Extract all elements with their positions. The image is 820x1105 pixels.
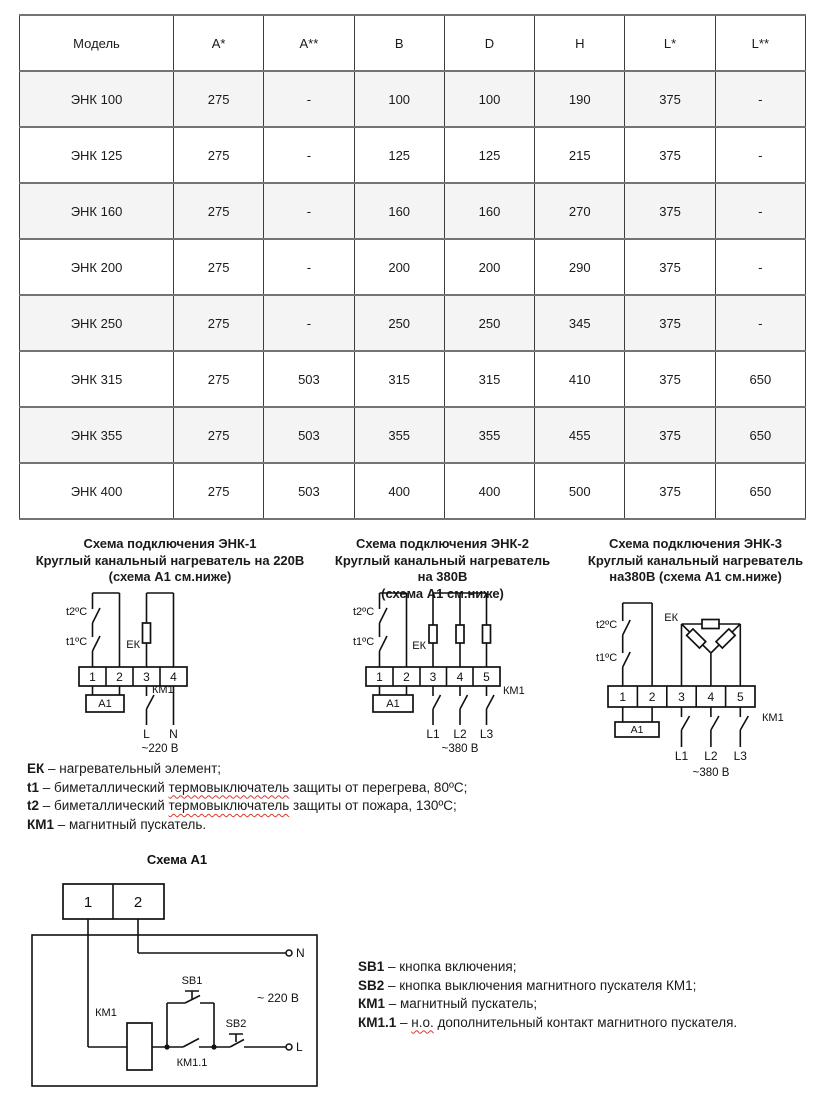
km1-label: КМ1 <box>762 712 784 724</box>
title-line: Схема подключения ЭНК-3 <box>609 536 782 551</box>
sb2-label: SB2 <box>225 1018 247 1030</box>
phase-l-label: L <box>296 1040 303 1054</box>
phase-label: L3 <box>733 749 747 763</box>
legend-term: КМ1 <box>27 816 54 832</box>
dimensions-table <box>19 14 806 520</box>
scheme-a1-enclosure <box>32 935 317 1086</box>
legend-line <box>27 779 467 798</box>
title-line: (схема А1 см.ниже) <box>108 569 232 584</box>
table-cell: 375 <box>625 463 715 519</box>
table-cell: 275 <box>174 127 264 183</box>
terminal-number: 1 <box>83 894 93 911</box>
table-row <box>20 239 806 295</box>
table-header-row <box>20 15 806 71</box>
table-cell: 125 <box>354 127 444 183</box>
legend-text-misspelled: н.о. <box>411 1014 434 1030</box>
a1-legs <box>380 686 407 695</box>
legend-term: КМ1.1 <box>358 1014 397 1030</box>
neutral-label: N <box>296 946 305 960</box>
legend-line <box>358 977 737 996</box>
table-cell: 250 <box>354 295 444 351</box>
heater-resistor <box>143 623 151 643</box>
table-cell: 503 <box>264 351 354 407</box>
table-cell: 100 <box>354 71 444 127</box>
ek-label: ЕК <box>126 639 140 651</box>
table-cell: 375 <box>625 183 715 239</box>
phase-label: L1 <box>674 749 689 763</box>
table-cell: 503 <box>264 463 354 519</box>
title-line: на380В (схема А1 см.ниже) <box>609 569 782 584</box>
heater-resistor <box>483 625 491 643</box>
title-line: (схема А1 см.ниже) <box>381 585 504 601</box>
km1-label: КМ1 <box>152 684 174 696</box>
legend-text: защиты от перегрева, 80ºС; <box>289 779 468 795</box>
a1-legs <box>93 686 120 695</box>
table-cell: 355 <box>354 407 444 463</box>
table-cell: 650 <box>715 407 805 463</box>
heater-resistor <box>687 629 706 648</box>
table-cell: 275 <box>174 295 264 351</box>
table-cell: 375 <box>625 71 715 127</box>
wiring-diagram-enk2 <box>345 585 530 760</box>
table-cell: - <box>264 127 354 183</box>
table-cell: - <box>715 127 805 183</box>
table-cell: 190 <box>535 71 625 127</box>
table-cell: 400 <box>444 463 534 519</box>
table-cell: 200 <box>354 239 444 295</box>
title-line: Круглый канальный нагреватель на 220В <box>35 552 305 568</box>
table-row <box>20 407 806 463</box>
table-cell: ЭНК 125 <box>20 127 174 183</box>
scheme-a1-title: Схема А1 <box>146 852 208 867</box>
col-header: L** <box>715 15 805 71</box>
col-header: L* <box>625 15 715 71</box>
title-line: Схема подключения ЭНК-2 <box>356 536 529 551</box>
legend-line <box>27 797 467 816</box>
km1-contacts <box>682 707 749 747</box>
table-cell: 375 <box>625 239 715 295</box>
title-line: Схема подключения ЭНК-1 <box>83 536 257 551</box>
phase-l-label: L <box>143 727 150 741</box>
legend-text: – биметаллический <box>39 798 169 813</box>
heater-resistor <box>716 629 735 648</box>
col-header: A** <box>264 15 354 71</box>
thermal-loop <box>623 603 652 686</box>
table-cell: 275 <box>174 239 264 295</box>
table-cell: ЭНК 250 <box>20 295 174 351</box>
terminal-number: 1 <box>376 670 383 684</box>
legend-line <box>358 1014 737 1033</box>
a1-label: А1 <box>98 698 112 710</box>
table-cell: 345 <box>535 295 625 351</box>
title-line: Круглый канальный нагреватель <box>587 552 804 568</box>
ek-label: ЕК <box>412 640 426 652</box>
km11-contact <box>183 1039 199 1048</box>
legend-text: – кнопка выключения магнитного пускателя КМ1; <box>384 977 697 993</box>
legend-text: дополнительный контакт магнитного пускателя. <box>433 1014 738 1030</box>
terminal-number: 2 <box>116 670 123 684</box>
junction-dot <box>211 1044 216 1049</box>
table-cell: 160 <box>444 183 534 239</box>
legend-text: – магнитный пускатель; <box>385 996 538 1011</box>
terminal-number: 3 <box>429 670 437 684</box>
legend-text: – кнопка включения; <box>384 959 517 974</box>
legend-line <box>358 958 737 977</box>
terminal-number: 2 <box>648 690 656 704</box>
sb1-bypass <box>167 991 214 1047</box>
phase-label: L2 <box>453 727 467 741</box>
legend-term: t1 <box>27 779 40 795</box>
table-cell: 275 <box>174 71 264 127</box>
voltage-label: ~380 В <box>692 767 730 779</box>
ek-label: ЕК <box>664 612 678 624</box>
terminal-number: 3 <box>143 670 150 684</box>
scheme-a1-legend <box>358 958 737 1032</box>
t1-label: t1ºC <box>353 636 375 648</box>
voltage-label: ~220 В <box>141 743 179 755</box>
legend-term: SB1 <box>358 959 385 974</box>
km11-label: КМ1.1 <box>176 1057 208 1069</box>
terminal-number: 2 <box>133 894 143 911</box>
terminal-number: 2 <box>403 670 410 684</box>
sb2-contact <box>229 1034 244 1047</box>
heater-resistor <box>702 620 719 629</box>
a1-label: А1 <box>386 698 400 710</box>
legend-line <box>358 995 737 1014</box>
table-cell: 275 <box>174 463 264 519</box>
a1-label: А1 <box>630 724 644 736</box>
legend-text-misspelled: термовыключатель <box>168 798 290 813</box>
table-cell: 125 <box>444 127 534 183</box>
table-cell: ЭНК 100 <box>20 71 174 127</box>
table-cell: 275 <box>174 183 264 239</box>
terminal-number: 4 <box>456 670 464 684</box>
legend-text: – <box>396 1014 412 1030</box>
legend-term: ЕК <box>27 761 45 776</box>
table-cell: - <box>264 183 354 239</box>
km1-coil <box>127 1023 152 1070</box>
sb1-label: SB1 <box>181 975 203 987</box>
n-terminal-circle <box>286 950 292 956</box>
terminal-number: 1 <box>89 670 96 684</box>
t1-label: t1ºC <box>66 636 88 648</box>
terminal-number: 4 <box>170 670 177 684</box>
table-cell: 275 <box>174 407 264 463</box>
table-cell: 215 <box>535 127 625 183</box>
thermal-loop <box>380 593 407 667</box>
wiring-diagram-enk1 <box>60 585 260 760</box>
t2-label: t2ºC <box>66 606 88 618</box>
legend-text-misspelled: термовыключатель <box>168 779 290 795</box>
table-cell: 355 <box>444 407 534 463</box>
table-cell: 270 <box>535 183 625 239</box>
a1-legs <box>623 707 652 722</box>
table-cell: - <box>264 295 354 351</box>
legend-text: – нагревательный элемент; <box>44 761 222 776</box>
table-cell: 400 <box>354 463 444 519</box>
table-cell: ЭНК 400 <box>20 463 174 519</box>
col-header: H <box>535 15 625 71</box>
table-cell: 375 <box>625 127 715 183</box>
title-line: Круглый канальный нагреватель на 380В <box>334 552 551 584</box>
terminal-number: 4 <box>707 690 715 704</box>
col-header: D <box>444 15 534 71</box>
table-cell: 410 <box>535 351 625 407</box>
table-row <box>20 295 806 351</box>
km1-label: КМ1 <box>95 1007 117 1019</box>
t2-label: t2ºC <box>596 619 618 631</box>
neutral-label: N <box>169 727 178 741</box>
table-row <box>20 183 806 239</box>
table-cell: 200 <box>444 239 534 295</box>
table-cell: - <box>715 295 805 351</box>
t1-label: t1ºC <box>596 652 618 664</box>
table-cell: 315 <box>354 351 444 407</box>
thermal-loop <box>93 593 120 667</box>
t2-label: t2ºC <box>353 606 375 618</box>
table-cell: 650 <box>715 351 805 407</box>
diagram-title-enk1 <box>10 536 330 586</box>
terminal-number: 1 <box>619 690 627 704</box>
table-cell: 375 <box>625 407 715 463</box>
table-cell: 375 <box>625 351 715 407</box>
legend-text: – магнитный пускатель. <box>54 816 207 832</box>
l-terminal-circle <box>286 1044 292 1050</box>
table-cell: - <box>715 183 805 239</box>
junction-dot <box>164 1044 169 1049</box>
table-cell: - <box>264 239 354 295</box>
legend-line <box>27 816 467 835</box>
col-header: A* <box>174 15 264 71</box>
table-row <box>20 71 806 127</box>
legend-text: защиты от пожара, 130ºС; <box>289 798 457 813</box>
table-row <box>20 351 806 407</box>
table-cell: - <box>715 71 805 127</box>
table-cell: 503 <box>264 407 354 463</box>
voltage-label: ~ 220 В <box>257 991 299 1005</box>
table-cell: ЭНК 355 <box>20 407 174 463</box>
table-row <box>20 463 806 519</box>
table-cell: ЭНК 200 <box>20 239 174 295</box>
legend-term: t2 <box>27 798 40 813</box>
terminal-number: 5 <box>736 690 744 704</box>
table-cell: 500 <box>535 463 625 519</box>
km1-label: КМ1 <box>503 685 525 697</box>
table-cell: 650 <box>715 463 805 519</box>
km1-contacts <box>433 686 494 725</box>
table-cell: ЭНК 315 <box>20 351 174 407</box>
terminal-number: 3 <box>678 690 685 704</box>
col-header-model: Модель <box>20 15 174 71</box>
table-cell: - <box>264 71 354 127</box>
table-cell: 455 <box>535 407 625 463</box>
phase-label: L3 <box>479 727 494 741</box>
heater-legend <box>27 760 467 834</box>
table-cell: 275 <box>174 351 264 407</box>
table-cell: ЭНК 160 <box>20 183 174 239</box>
legend-text: – биметаллический <box>39 779 169 795</box>
table-cell: 160 <box>354 183 444 239</box>
legend-term: КМ1 <box>358 996 385 1011</box>
table-cell: - <box>715 239 805 295</box>
table-row <box>20 127 806 183</box>
legend-term: SB2 <box>358 977 385 993</box>
table-cell: 315 <box>444 351 534 407</box>
table-cell: 250 <box>444 295 534 351</box>
table-cell: 290 <box>535 239 625 295</box>
col-header: B <box>354 15 444 71</box>
diagram-title-enk3 <box>578 536 813 586</box>
voltage-label: ~380 В <box>441 743 479 755</box>
phase-label: L1 <box>426 727 440 741</box>
heater-resistor <box>456 625 464 643</box>
table-cell: 375 <box>625 295 715 351</box>
phase-label: L2 <box>704 749 718 763</box>
scheme-a1-diagram <box>20 850 330 1095</box>
heater-resistor <box>429 625 437 643</box>
table-cell: 100 <box>444 71 534 127</box>
legend-line <box>27 760 467 779</box>
wiring-diagram-enk3 <box>590 595 815 795</box>
terminal-number: 5 <box>483 670 490 684</box>
